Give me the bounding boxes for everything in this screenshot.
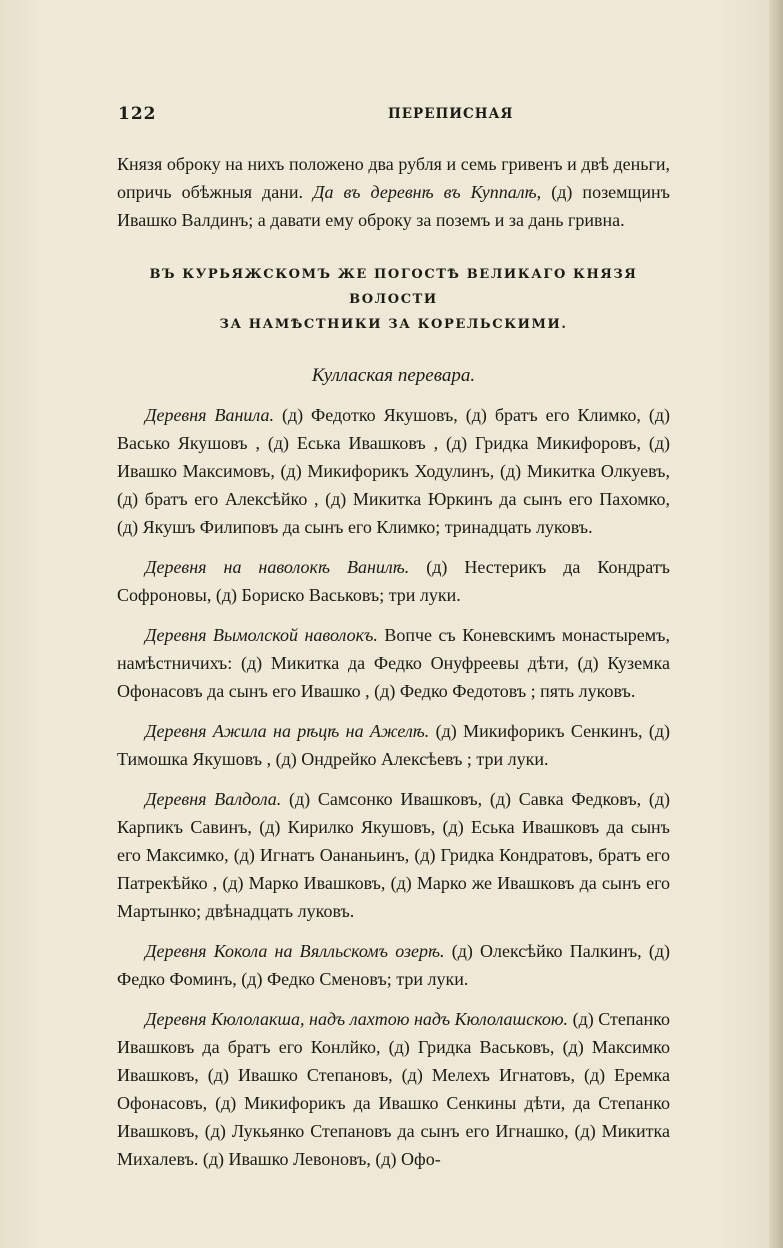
intro-text-end: (д) поземщинъ Ивашко Валдинъ; а давати ему оброку за поземъ и за дань гривна.: [117, 182, 670, 230]
entry-text: (д) Самсонко Ивашковъ, (д) Савка Федковъ, (д) Карпикъ Савинъ, (д) Кирилко Якушовъ, (д) Еська Ивашковъ да сынъ его Максимко, (д) Игнатъ Оананьинъ, (д) Гридка Кондратовъ, братъ его Патрекѣйко , (д) Марко Ивашковъ, (д) Марко же Ивашковъ да сынъ его Мартынко; двѣнадцать луковъ.: [117, 789, 670, 921]
entry-paragraph: [117, 401, 670, 541]
page-number: 122: [118, 104, 157, 124]
intro-italic: Да въ деревнѣ въ Куппалѣ,: [313, 182, 542, 202]
running-head: ПЕРЕПИСНАЯ: [388, 106, 514, 122]
page-body: [117, 150, 670, 1173]
entry-text: (д) Степанко Ивашковъ да братъ его Конлйко, (д) Гридка Васьковъ, (д) Максимко Ивашковъ, (д) Ивашко Степановъ, (д) Мелехъ Игнатовъ, (д) Еремка Офонасовъ, (д) Микифорикъ да Ивашко Сенкины дѣти, да Степанко Ивашковъ, (д) Лукьянко Степановъ да сынъ его Игнашко, (д) Микитка Михалевъ. (д) Ивашко Левоновъ, (д) Офо-: [117, 1009, 670, 1169]
entry-text: (д) Микифорикъ Сенкинъ, (д) Тимошка Якушовъ , (д) Ондрейко Алексѣевъ ; три луки.: [117, 721, 670, 769]
intro-paragraph: [117, 150, 670, 234]
entry-paragraph: [117, 717, 670, 773]
entry-paragraph: [117, 937, 670, 993]
entry-text: Вопче съ Коневскимъ монастыремъ, намѣстничихъ: (д) Микитка да Федко Онуфреевы дѣти, (д) Куземка Офонасовъ да сынъ его Ивашко , (д) Федко Федотовъ ; пять луковъ.: [117, 625, 670, 701]
page-header: [118, 104, 668, 128]
entry-title: Деревня Ажила на рѣцѣ на Ажелѣ.: [145, 721, 430, 741]
entry-title: Деревня на наволокѣ Ванилѣ.: [145, 557, 410, 577]
book-spine-edge: [769, 0, 783, 1248]
subsection-title: Куллаская перевара.: [311, 365, 476, 386]
entry-text: (д) Нестерикъ да Кондратъ Софроновы, (д) Бориско Васьковъ; три луки.: [117, 557, 670, 605]
section-heading-line1: ВЪ КУРЬЯЖСКОМЪ ЖЕ ПОГОСТѢ ВЕЛИКАГО КНЯЗЯ ВОЛОСТИ: [149, 267, 638, 307]
entry-title: Деревня Валдола.: [145, 789, 282, 809]
entry-paragraph: [117, 1005, 670, 1173]
entry-title: Деревня Кюлолакша, надъ лахтою надъ Кюлолашскою.: [145, 1009, 569, 1029]
entry-paragraph: [117, 621, 670, 705]
entry-title: Деревня Ванила.: [145, 405, 274, 425]
entry-text: (д) Федотко Якушовъ, (д) братъ его Климко, (д) Васько Якушовъ , (д) Еська Ивашковъ , (д) Гридка Микифоровъ, (д) Ивашко Максимовъ, (д) Микифорикъ Ходулинъ, (д) Микитка Олкуевъ, (д) братъ его Алексѣйко , (д) Микитка Юркинъ да сынъ его Пахомко, (д) Якушъ Филиповъ да сынъ его Климко; тринадцать луковъ.: [117, 405, 670, 537]
intro-text: Князя оброку на нихъ положено два рубля и семь гривенъ и двѣ деньги, опричь обѣжныя дани.: [117, 154, 670, 202]
section-heading-line2: ЗА НАМѢСТНИКИ ЗА КОРЕЛЬСКИМИ.: [219, 317, 568, 332]
section-heading: [117, 262, 670, 337]
entry-title: Деревня Вымолской наволокъ.: [145, 625, 378, 645]
entry-paragraph: [117, 785, 670, 925]
entry-title: Деревня Кокола на Вялльскомъ озерѣ.: [145, 941, 445, 961]
entry-text: (д) Олексѣйко Палкинъ, (д) Федко Фоминъ, (д) Федко Сменовъ; три луки.: [117, 941, 671, 989]
entry-paragraph: [117, 553, 670, 609]
